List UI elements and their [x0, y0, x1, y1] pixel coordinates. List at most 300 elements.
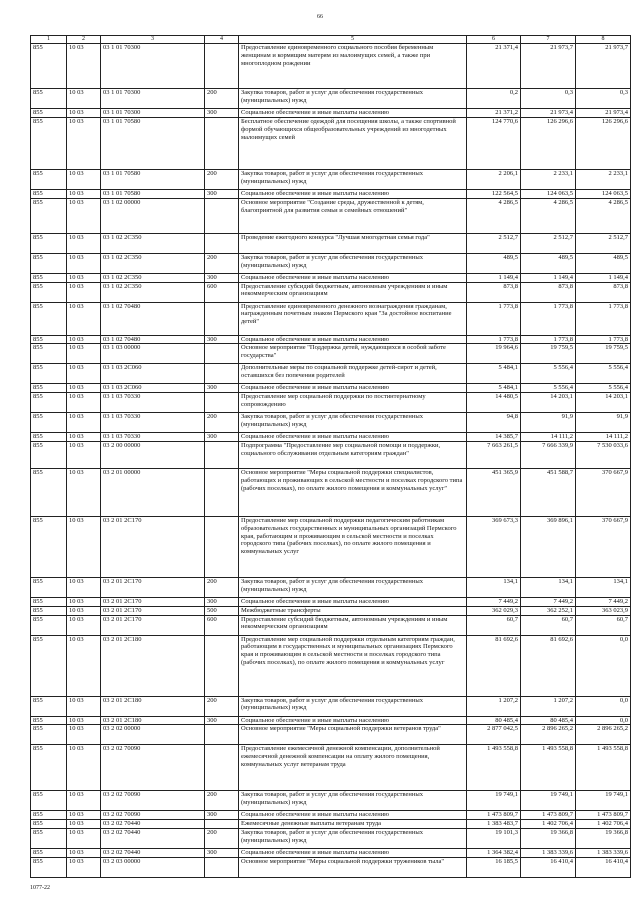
table-row [31, 44, 631, 89]
amount-year2-cell: 19 759,5 [521, 344, 576, 364]
expense-type-cell: 300 [205, 273, 239, 282]
column-header-5: 5 [239, 36, 467, 44]
amount-year3-cell: 489,5 [576, 253, 631, 273]
ministry-code-cell: 855 [31, 364, 67, 384]
ministry-code-cell: 855 [31, 516, 67, 577]
ministry-code-cell: 855 [31, 597, 67, 606]
ministry-code-cell: 855 [31, 433, 67, 442]
target-article-cell: 03 2 02 00000 [101, 725, 205, 745]
ministry-code-cell: 855 [31, 384, 67, 393]
amount-year2-cell: 126 296,6 [521, 117, 576, 169]
amount-year2-cell: 1 773,8 [521, 335, 576, 344]
expense-type-cell: 600 [205, 615, 239, 635]
amount-year3-cell: 370 667,9 [576, 516, 631, 577]
ministry-code-cell: 855 [31, 198, 67, 233]
amount-year1-cell: 5 484,1 [467, 364, 521, 384]
amount-year3-cell: 126 296,6 [576, 117, 631, 169]
amount-year2-cell: 1 402 706,4 [521, 820, 576, 829]
section-code-cell: 10 03 [67, 745, 101, 791]
target-article-cell: 03 2 01 00000 [101, 468, 205, 516]
description-cell: Основное мероприятие "Создание среды, дружественной к детям, благоприятной для развития семьи и семейных отношений" [239, 198, 467, 233]
amount-year3-cell: 0,0 [576, 716, 631, 725]
amount-year2-cell: 0,3 [521, 89, 576, 109]
expense-type-cell: 500 [205, 606, 239, 615]
target-article-cell: 03 2 01 2С180 [101, 716, 205, 725]
amount-year3-cell: 19 366,8 [576, 828, 631, 848]
amount-year1-cell: 21 371,4 [467, 44, 521, 89]
ministry-code-cell: 855 [31, 273, 67, 282]
description-cell: Предоставление мер социальной поддержки по постинтернатному сопровождению [239, 393, 467, 413]
description-cell: Бесплатное обеспечение одеждой для посещения школы, а также спортивной формой обучающихся общеобразовательных учреждений из многодетных малоимущих семей [239, 117, 467, 169]
expense-type-cell: 300 [205, 335, 239, 344]
ministry-code-cell: 855 [31, 606, 67, 615]
amount-year1-cell: 14 385,7 [467, 433, 521, 442]
table-row [31, 828, 631, 848]
amount-year2-cell: 1 773,8 [521, 302, 576, 335]
amount-year2-cell: 2 896 265,2 [521, 725, 576, 745]
amount-year1-cell: 19 101,3 [467, 828, 521, 848]
amount-year2-cell: 5 556,4 [521, 384, 576, 393]
target-article-cell: 03 1 01 70300 [101, 89, 205, 109]
amount-year2-cell: 7 666 339,9 [521, 441, 576, 468]
target-article-cell: 03 1 02 70480 [101, 302, 205, 335]
amount-year3-cell: 1 149,4 [576, 273, 631, 282]
amount-year3-cell: 19 759,5 [576, 344, 631, 364]
description-cell: Предоставление мер социальной поддержки педагогическим работникам образовательных государственных и муниципальных организаций Пермского края, работающим и проживающим в сельской местности и поселках городского типа (рабочих поселках), по оплате жилого помещения и коммунальных услуг [239, 516, 467, 577]
target-article-cell: 03 1 02 00000 [101, 198, 205, 233]
section-code-cell: 10 03 [67, 335, 101, 344]
footer-code: 1077-22 [30, 885, 50, 891]
target-article-cell: 03 1 03 00000 [101, 344, 205, 364]
amount-year2-cell: 489,5 [521, 253, 576, 273]
section-code-cell: 10 03 [67, 791, 101, 811]
table-row [31, 282, 631, 302]
table-row [31, 302, 631, 335]
amount-year3-cell: 5 556,4 [576, 384, 631, 393]
expense-type-cell: 200 [205, 828, 239, 848]
description-cell: Предоставление единовременного денежного вознаграждения гражданам, награжденным почетным знаком Пермского края "За достойное воспитание детей" [239, 302, 467, 335]
ministry-code-cell: 855 [31, 725, 67, 745]
amount-year3-cell: 2 896 265,2 [576, 725, 631, 745]
amount-year3-cell: 16 410,4 [576, 857, 631, 877]
ministry-code-cell: 855 [31, 44, 67, 89]
section-code-cell: 10 03 [67, 848, 101, 857]
amount-year1-cell: 362 029,3 [467, 606, 521, 615]
amount-year2-cell: 16 410,4 [521, 857, 576, 877]
section-code-cell: 10 03 [67, 468, 101, 516]
description-cell: Дополнительные меры по социальной поддержке детей-сирот и детей, оставшихся без попечения родителей [239, 364, 467, 384]
amount-year3-cell: 1 473 809,7 [576, 811, 631, 820]
amount-year3-cell: 124 063,5 [576, 189, 631, 198]
target-article-cell: 03 2 02 70090 [101, 745, 205, 791]
table-row [31, 364, 631, 384]
section-code-cell: 10 03 [67, 233, 101, 253]
ministry-code-cell: 855 [31, 615, 67, 635]
amount-year2-cell: 1 149,4 [521, 273, 576, 282]
column-header-4: 4 [205, 36, 239, 44]
page-number: 66 [317, 14, 323, 20]
target-article-cell: 03 2 02 70440 [101, 848, 205, 857]
amount-year2-cell: 2 512,7 [521, 233, 576, 253]
table-row [31, 745, 631, 791]
target-article-cell: 03 1 01 70580 [101, 169, 205, 189]
ministry-code-cell: 855 [31, 745, 67, 791]
amount-year1-cell: 4 286,5 [467, 198, 521, 233]
ministry-code-cell: 855 [31, 696, 67, 716]
amount-year3-cell: 4 286,5 [576, 198, 631, 233]
amount-year3-cell: 873,8 [576, 282, 631, 302]
expense-type-cell [205, 233, 239, 253]
ministry-code-cell: 855 [31, 716, 67, 725]
section-code-cell: 10 03 [67, 384, 101, 393]
table-row [31, 109, 631, 118]
description-cell: Социальное обеспечение и иные выплаты населению [239, 811, 467, 820]
amount-year2-cell: 5 556,4 [521, 364, 576, 384]
section-code-cell: 10 03 [67, 393, 101, 413]
amount-year1-cell: 124 770,6 [467, 117, 521, 169]
section-code-cell: 10 03 [67, 820, 101, 829]
amount-year2-cell: 1 493 558,8 [521, 745, 576, 791]
description-cell: Закупка товаров, работ и услуг для обеспечения государственных (муниципальных) нужд [239, 253, 467, 273]
amount-year3-cell: 14 203,1 [576, 393, 631, 413]
column-header-8: 8 [576, 36, 631, 44]
description-cell: Подпрограмма "Предоставление мер социальной помощи и поддержки, социального обслуживания отдельным категориям граждан" [239, 441, 467, 468]
ministry-code-cell: 855 [31, 109, 67, 118]
table-row [31, 441, 631, 468]
section-code-cell: 10 03 [67, 597, 101, 606]
description-cell: Проведение ежегодного конкурса "Лучшая многодетная семья года" [239, 233, 467, 253]
expense-type-cell [205, 516, 239, 577]
table-row [31, 696, 631, 716]
expense-type-cell: 300 [205, 597, 239, 606]
amount-year3-cell: 5 556,4 [576, 364, 631, 384]
description-cell: Социальное обеспечение и иные выплаты населению [239, 335, 467, 344]
amount-year2-cell: 7 449,2 [521, 597, 576, 606]
amount-year1-cell: 2 512,7 [467, 233, 521, 253]
amount-year3-cell: 0,0 [576, 696, 631, 716]
ministry-code-cell: 855 [31, 253, 67, 273]
amount-year2-cell: 1 383 339,6 [521, 848, 576, 857]
section-code-cell: 10 03 [67, 273, 101, 282]
description-cell: Закупка товаров, работ и услуг для обеспечения государственных (муниципальных) нужд [239, 577, 467, 597]
ministry-code-cell: 855 [31, 89, 67, 109]
amount-year1-cell: 19 749,1 [467, 791, 521, 811]
expense-type-cell [205, 117, 239, 169]
expense-type-cell [205, 364, 239, 384]
expense-type-cell [205, 857, 239, 877]
section-code-cell: 10 03 [67, 282, 101, 302]
target-article-cell: 03 1 01 70580 [101, 117, 205, 169]
target-article-cell: 03 1 02 2С350 [101, 273, 205, 282]
amount-year2-cell: 1 207,2 [521, 696, 576, 716]
ministry-code-cell: 855 [31, 828, 67, 848]
amount-year1-cell: 489,5 [467, 253, 521, 273]
ministry-code-cell: 855 [31, 413, 67, 433]
table-row [31, 820, 631, 829]
target-article-cell: 03 2 01 2С170 [101, 516, 205, 577]
expense-type-cell: 200 [205, 253, 239, 273]
description-cell: Предоставление субсидий бюджетным, автономным учреждениям и иным некоммерческим организациям [239, 615, 467, 635]
amount-year3-cell: 1 383 339,6 [576, 848, 631, 857]
amount-year2-cell: 14 203,1 [521, 393, 576, 413]
section-code-cell: 10 03 [67, 253, 101, 273]
target-article-cell: 03 1 03 70330 [101, 433, 205, 442]
target-article-cell: 03 2 01 2С180 [101, 696, 205, 716]
amount-year3-cell: 1 773,8 [576, 335, 631, 344]
expense-type-cell: 200 [205, 577, 239, 597]
amount-year1-cell: 873,8 [467, 282, 521, 302]
amount-year1-cell: 0,2 [467, 89, 521, 109]
section-code-cell: 10 03 [67, 696, 101, 716]
expense-type-cell: 200 [205, 791, 239, 811]
description-cell: Закупка товаров, работ и услуг для обеспечения государственных (муниципальных) нужд [239, 791, 467, 811]
amount-year1-cell: 14 480,5 [467, 393, 521, 413]
table-row [31, 198, 631, 233]
target-article-cell: 03 1 02 2С350 [101, 253, 205, 273]
expense-type-cell [205, 393, 239, 413]
target-article-cell: 03 2 02 70440 [101, 828, 205, 848]
table-row [31, 635, 631, 696]
amount-year1-cell: 1 364 382,4 [467, 848, 521, 857]
section-code-cell: 10 03 [67, 44, 101, 89]
amount-year1-cell: 7 449,2 [467, 597, 521, 606]
section-code-cell: 10 03 [67, 828, 101, 848]
section-code-cell: 10 03 [67, 577, 101, 597]
target-article-cell: 03 2 01 2С170 [101, 606, 205, 615]
amount-year1-cell: 1 773,8 [467, 302, 521, 335]
ministry-code-cell: 855 [31, 189, 67, 198]
description-cell: Закупка товаров, работ и услуг для обеспечения государственных (муниципальных) нужд [239, 89, 467, 109]
target-article-cell: 03 2 02 70090 [101, 811, 205, 820]
section-code-cell: 10 03 [67, 857, 101, 877]
description-cell: Межбюджетные трансферты [239, 606, 467, 615]
column-header-2: 2 [67, 36, 101, 44]
target-article-cell: 03 2 00 00000 [101, 441, 205, 468]
amount-year2-cell: 1 473 809,7 [521, 811, 576, 820]
expense-type-cell: 300 [205, 716, 239, 725]
table-row [31, 117, 631, 169]
column-header-6: 6 [467, 36, 521, 44]
amount-year3-cell: 60,7 [576, 615, 631, 635]
section-code-cell: 10 03 [67, 635, 101, 696]
section-code-cell: 10 03 [67, 441, 101, 468]
column-header-7: 7 [521, 36, 576, 44]
amount-year1-cell: 1 383 483,7 [467, 820, 521, 829]
amount-year1-cell: 21 371,2 [467, 109, 521, 118]
table-row [31, 597, 631, 606]
expense-type-cell [205, 344, 239, 364]
amount-year2-cell: 451 588,7 [521, 468, 576, 516]
expense-type-cell: 300 [205, 189, 239, 198]
target-article-cell: 03 2 01 2С170 [101, 577, 205, 597]
table-row [31, 516, 631, 577]
description-cell: Социальное обеспечение и иные выплаты населению [239, 273, 467, 282]
amount-year1-cell: 1 773,8 [467, 335, 521, 344]
amount-year3-cell: 1 402 706,4 [576, 820, 631, 829]
target-article-cell: 03 2 01 2С180 [101, 635, 205, 696]
section-code-cell: 10 03 [67, 716, 101, 725]
target-article-cell: 03 1 01 70580 [101, 189, 205, 198]
amount-year1-cell: 1 149,4 [467, 273, 521, 282]
section-code-cell: 10 03 [67, 433, 101, 442]
description-cell: Предоставление единовременного социального пособия беременным женщинам и кормящим матерям из малоимущих семей, а также при многоплодном рождении [239, 44, 467, 89]
target-article-cell: 03 2 01 2С170 [101, 597, 205, 606]
amount-year2-cell: 2 233,1 [521, 169, 576, 189]
target-article-cell: 03 2 03 00000 [101, 857, 205, 877]
target-article-cell: 03 1 03 2С060 [101, 384, 205, 393]
amount-year2-cell: 369 896,1 [521, 516, 576, 577]
table-row [31, 253, 631, 273]
expense-type-cell [205, 820, 239, 829]
ministry-code-cell: 855 [31, 302, 67, 335]
amount-year3-cell: 21 973,7 [576, 44, 631, 89]
amount-year2-cell: 873,8 [521, 282, 576, 302]
target-article-cell: 03 1 01 70300 [101, 44, 205, 89]
amount-year1-cell: 1 473 809,7 [467, 811, 521, 820]
table-row [31, 413, 631, 433]
table-row [31, 577, 631, 597]
table-row [31, 811, 631, 820]
column-header-1: 1 [31, 36, 67, 44]
table-row [31, 725, 631, 745]
target-article-cell: 03 2 02 70090 [101, 791, 205, 811]
amount-year2-cell: 80 485,4 [521, 716, 576, 725]
amount-year1-cell: 19 964,6 [467, 344, 521, 364]
ministry-code-cell: 855 [31, 441, 67, 468]
amount-year3-cell: 19 749,1 [576, 791, 631, 811]
table-row [31, 344, 631, 364]
ministry-code-cell: 855 [31, 233, 67, 253]
amount-year1-cell: 1 493 558,8 [467, 745, 521, 791]
section-code-cell: 10 03 [67, 606, 101, 615]
amount-year1-cell: 80 485,4 [467, 716, 521, 725]
ministry-code-cell: 855 [31, 811, 67, 820]
ministry-code-cell: 855 [31, 117, 67, 169]
expense-type-cell [205, 725, 239, 745]
amount-year1-cell: 369 673,3 [467, 516, 521, 577]
description-cell: Предоставление ежемесячной денежной компенсации, дополнительной ежемесячной денежной компенсации на оплату жилого помещения, коммунальных услуг ветеранам труда [239, 745, 467, 791]
table-row [31, 857, 631, 877]
table-body [31, 44, 631, 878]
description-cell: Социальное обеспечение и иные выплаты населению [239, 433, 467, 442]
description-cell: Закупка товаров, работ и услуг для обеспечения государственных (муниципальных) нужд [239, 828, 467, 848]
amount-year1-cell: 81 692,6 [467, 635, 521, 696]
section-code-cell: 10 03 [67, 198, 101, 233]
amount-year2-cell: 91,9 [521, 413, 576, 433]
section-code-cell: 10 03 [67, 117, 101, 169]
expense-type-cell: 300 [205, 433, 239, 442]
table-row [31, 189, 631, 198]
amount-year3-cell: 2 233,1 [576, 169, 631, 189]
amount-year3-cell: 1 773,8 [576, 302, 631, 335]
column-header-3: 3 [101, 36, 205, 44]
ministry-code-cell: 855 [31, 169, 67, 189]
expense-type-cell [205, 44, 239, 89]
expense-type-cell: 200 [205, 696, 239, 716]
amount-year1-cell: 94,8 [467, 413, 521, 433]
amount-year3-cell: 2 512,7 [576, 233, 631, 253]
amount-year2-cell: 19 366,8 [521, 828, 576, 848]
table-row [31, 233, 631, 253]
section-code-cell: 10 03 [67, 109, 101, 118]
table-row [31, 89, 631, 109]
expense-type-cell: 600 [205, 282, 239, 302]
amount-year1-cell: 7 663 261,5 [467, 441, 521, 468]
description-cell: Предоставление мер социальной поддержки отдельным категориям граждан, работающим в государственных и муниципальных организациях Пермского края и проживающим в сельской местности и поселках городского типа (рабочих поселках), по оплате жилого помещения и коммунальных услуг [239, 635, 467, 696]
budget-table [30, 35, 631, 878]
section-code-cell: 10 03 [67, 364, 101, 384]
expense-type-cell: 300 [205, 384, 239, 393]
amount-year2-cell: 14 111,2 [521, 433, 576, 442]
section-code-cell: 10 03 [67, 413, 101, 433]
expense-type-cell: 200 [205, 413, 239, 433]
expense-type-cell: 200 [205, 89, 239, 109]
table-row [31, 393, 631, 413]
amount-year1-cell: 60,7 [467, 615, 521, 635]
table-row [31, 716, 631, 725]
table-row [31, 384, 631, 393]
table-row [31, 169, 631, 189]
table-row [31, 606, 631, 615]
amount-year3-cell: 7 530 033,6 [576, 441, 631, 468]
amount-year2-cell: 60,7 [521, 615, 576, 635]
section-code-cell: 10 03 [67, 516, 101, 577]
amount-year3-cell: 7 449,2 [576, 597, 631, 606]
amount-year2-cell: 19 749,1 [521, 791, 576, 811]
amount-year2-cell: 21 973,4 [521, 109, 576, 118]
ministry-code-cell: 855 [31, 635, 67, 696]
amount-year3-cell: 1 493 558,8 [576, 745, 631, 791]
description-cell: Основное мероприятие "Меры социальной поддержки ветеранов труда" [239, 725, 467, 745]
amount-year3-cell: 91,9 [576, 413, 631, 433]
expense-type-cell [205, 635, 239, 696]
description-cell: Социальное обеспечение и иные выплаты населению [239, 716, 467, 725]
table-row [31, 615, 631, 635]
expense-type-cell [205, 441, 239, 468]
amount-year1-cell: 2 206,1 [467, 169, 521, 189]
target-article-cell: 03 1 02 2С350 [101, 282, 205, 302]
ministry-code-cell: 855 [31, 857, 67, 877]
description-cell: Закупка товаров, работ и услуг для обеспечения государственных (муниципальных) нужд [239, 696, 467, 716]
section-code-cell: 10 03 [67, 615, 101, 635]
ministry-code-cell: 855 [31, 468, 67, 516]
amount-year1-cell: 2 877 042,5 [467, 725, 521, 745]
section-code-cell: 10 03 [67, 189, 101, 198]
amount-year2-cell: 362 252,1 [521, 606, 576, 615]
amount-year2-cell: 124 063,5 [521, 189, 576, 198]
section-code-cell: 10 03 [67, 344, 101, 364]
target-article-cell: 03 1 03 70330 [101, 393, 205, 413]
target-article-cell: 03 1 01 70300 [101, 109, 205, 118]
amount-year1-cell: 1 207,2 [467, 696, 521, 716]
section-code-cell: 10 03 [67, 811, 101, 820]
amount-year2-cell: 81 692,6 [521, 635, 576, 696]
table-row [31, 433, 631, 442]
table-row [31, 848, 631, 857]
description-cell: Ежемесячные денежные выплаты ветеранам труда [239, 820, 467, 829]
section-code-cell: 10 03 [67, 725, 101, 745]
description-cell: Предоставление субсидий бюджетным, автономным учреждениям и иным некоммерческим организациям [239, 282, 467, 302]
amount-year3-cell: 0,3 [576, 89, 631, 109]
expense-type-cell: 300 [205, 848, 239, 857]
description-cell: Основное мероприятие "Поддержка детей, нуждающихся в особой заботе государства" [239, 344, 467, 364]
target-article-cell: 03 1 02 2С350 [101, 233, 205, 253]
amount-year3-cell: 0,0 [576, 635, 631, 696]
target-article-cell: 03 2 02 70440 [101, 820, 205, 829]
amount-year3-cell: 363 023,9 [576, 606, 631, 615]
section-code-cell: 10 03 [67, 89, 101, 109]
description-cell: Социальное обеспечение и иные выплаты населению [239, 384, 467, 393]
